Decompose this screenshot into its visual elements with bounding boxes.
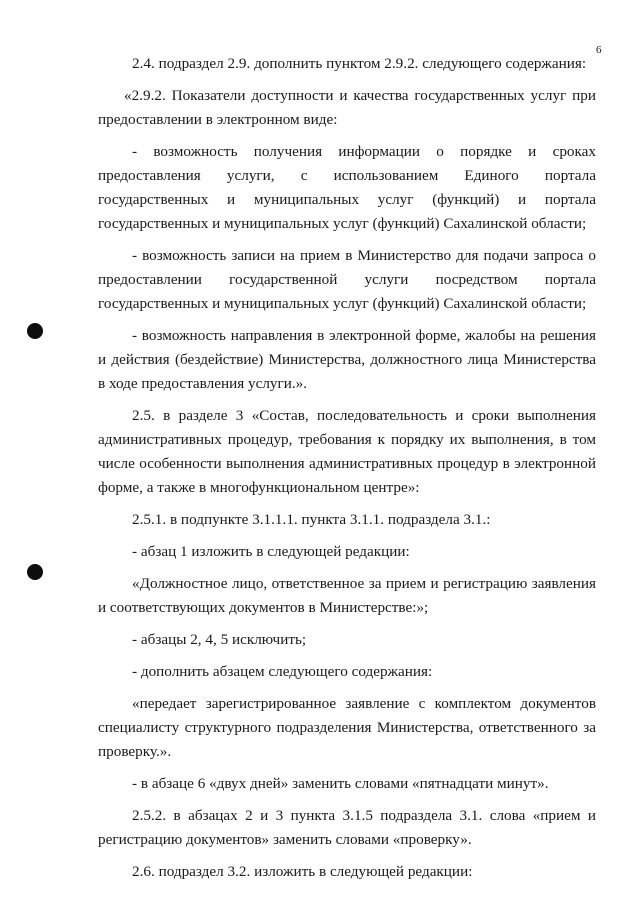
punch-hole-bottom [27, 564, 43, 580]
list-item-abzac-1: - абзац 1 изложить в следующей редакции: [132, 543, 410, 560]
list-item-info: - возможность получения информации о порядке и сроках предоставления услуги, с использованием Единого портала государственных и муниципальных услуг (функций) и портала государственных и муниципальных услуг (функций) Сахалинской области; [98, 143, 596, 232]
paragraph-2-5: 2.5. в разделе 3 «Состав, последовательность и сроки выполнения административных процедур, требования к порядку их выполнения, в том числе особенности выполнения административных процедур в электронной форме, а также в многофункциональном центре»: [98, 407, 596, 496]
list-item-complaint: - возможность направления в электронной форме, жалобы на решения и действия (бездействие) Министерства, должностного лица Министерства в ходе предоставления услуги.». [98, 327, 596, 392]
list-item-exclude: - абзацы 2, 4, 5 исключить; [132, 631, 307, 648]
list-item-appointment: - возможность записи на прием в Министерство для подачи запроса о предоставлении государственной услуги посредством портала государственных и муниципальных услуг (функций) Сахалинской области; [98, 247, 596, 312]
page-number: 6 [596, 44, 602, 56]
list-item-add: - дополнить абзацем следующего содержания: [132, 663, 433, 680]
quoted-official: «Должностное лицо, ответственное за прием и регистрацию заявления и соответствующих документов в Министерстве:»; [98, 575, 596, 616]
punch-hole-top [27, 323, 43, 339]
paragraph-2-5-1: 2.5.1. в подпункте 3.1.1.1. пункта 3.1.1. подраздела 3.1.: [132, 511, 491, 528]
paragraph-2-5-2: 2.5.2. в абзацах 2 и 3 пункта 3.1.5 подраздела 3.1. слова «прием и регистрацию документов» заменить словами «проверку». [98, 807, 596, 848]
paragraph-2-4: 2.4. подраздел 2.9. дополнить пунктом 2.9.2. следующего содержания: [132, 55, 587, 72]
list-item-replace: - в абзаце 6 «двух дней» заменить словами «пятнадцати минут». [132, 775, 549, 792]
paragraph-2-6: 2.6. подраздел 3.2. изложить в следующей редакции: [132, 863, 473, 880]
document-body [98, 52, 596, 892]
quoted-transfer: «передает зарегистрированное заявление с комплектом документов специалисту структурного подразделения Министерства, ответственного за проверку.». [98, 695, 596, 760]
paragraph-2-9-2: «2.9.2. Показатели доступности и качества государственных услуг при предоставлении в электронном виде: [98, 87, 596, 128]
